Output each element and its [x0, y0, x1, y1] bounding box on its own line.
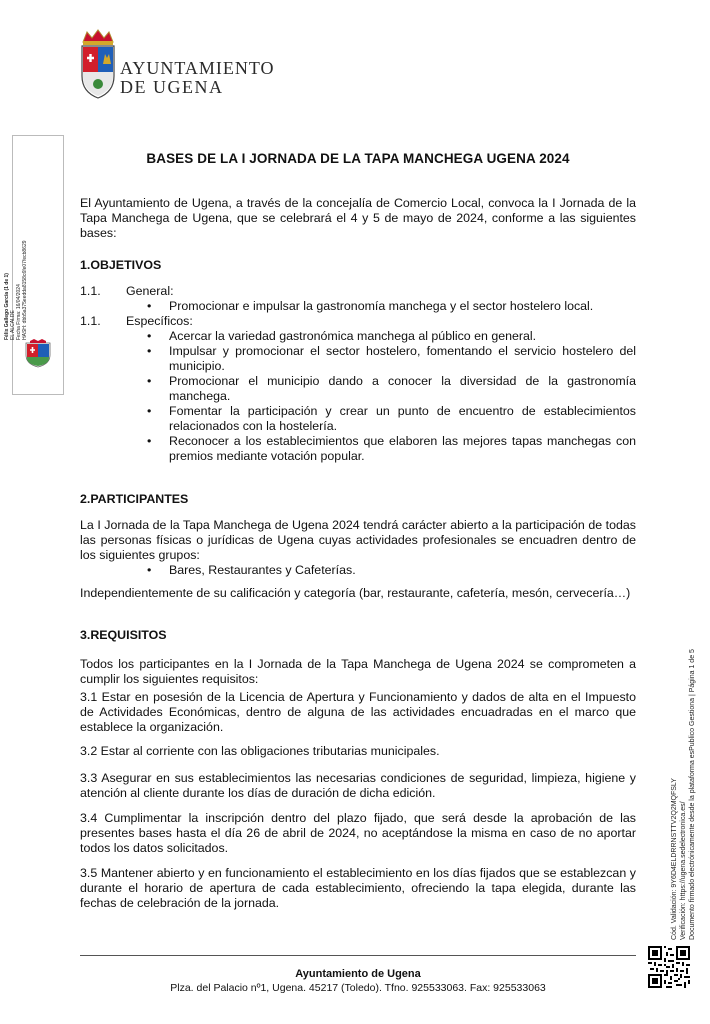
intro-paragraph: El Ayuntamiento de Ugena, a través de la concejalía de Comercio Local, convoca la I Jornada de la Tapa Manchega de Ugena, que se celebrará el 4 y 5 de mayo de 2024, conforme a las siguientes bases: — [80, 196, 636, 240]
footer-address: Plza. del Palacio nº1, Ugena. 45217 (Toledo). Tfno. 925533063. Fax: 925533063 — [170, 982, 546, 994]
platform-note: Documento firmado electrónicamente desde la plataforma esPublico Gestiona | Página 1 de 5 — [689, 649, 696, 940]
section-heading-objetivos: 1.OBJETIVOS — [80, 258, 162, 272]
participants-paragraph: La I Jornada de la Tapa Manchega de Ugena 2024 tendrá carácter abierto a la participación de todas las personas físicas o jurídicas de Ugena cuyas actividades profesionales se encuadren dentro de los siguientes grupos: — [80, 518, 636, 562]
section-heading-participantes: 2.PARTICIPANTES — [80, 492, 189, 506]
objective-number: 1.1. — [80, 284, 101, 298]
list-item: • Promocionar e impulsar la gastronomía manchega y el sector hostelero local. — [169, 299, 636, 314]
qr-code-icon — [648, 946, 690, 988]
logo-text-ayuntamiento: AYUNTAMIENTO — [120, 58, 275, 78]
requirement-3-3: 3.3 Asegurar en sus establecimientos las necesarias condiciones de seguridad, limpieza, higiene y atención al cliente durante los días de duración de dicha edición. — [80, 771, 636, 800]
list-item: • Bares, Restaurantes y Cafeterías. — [169, 563, 636, 578]
requirement-3-1: 3.1 Estar en posesión de la Licencia de Apertura y Funcionamiento y dados de alta en el Impuesto de Actividades Económicas, dentro de alguna de las actividades encuadradas en el marco que establece la organización. — [80, 690, 636, 734]
requirement-3-5: 3.5 Mantener abierto y en funcionamiento el establecimiento en los días fijados que se establezcan y durante el horario de apertura de cada establecimiento, ofreciendo la tapa elegida, durante las fechas de celebración de la jornada. — [80, 866, 636, 910]
signature-hash: HASH: dbb5a375eedda8158c6fe07fecb8629 — [22, 240, 28, 340]
requirement-3-4: 3.4 Cumplimentar la inscripción dentro del plazo fijado, que será desde la aprobación de las presentes bases hasta el día 26 de abril de 2024, no aceptándose la misma en caso de no aportar todos los datos solicitados. — [80, 811, 636, 855]
requirement-3-2: 3.2 Estar al corriente con las obligaciones tributarias municipales. — [80, 744, 440, 758]
list-item: • Reconocer a los establecimientos que elaboren las mejores tapas manchegas con premios mediante votación popular. — [169, 434, 636, 464]
list-item: • Promocionar el municipio dando a conocer la diversidad de la gastronomía manchega. — [169, 374, 636, 404]
list-item: • Fomentar la participación y crear un punto de encuentro de establecimientos relacionados con la hostelería. — [169, 404, 636, 434]
list-item: • Acercar la variedad gastronómica manchega al público en general. — [169, 329, 636, 344]
objective-label: General: — [126, 284, 174, 298]
requirements-intro: Todos los participantes en la I Jornada de la Tapa Manchega de Ugena 2024 se comprometen a cumplir los siguientes requisitos: — [80, 657, 636, 686]
participants-block — [80, 518, 636, 578]
section-heading-requisitos: 3.REQUISITOS — [80, 628, 167, 642]
footer-organization: Ayuntamiento de Ugena — [295, 968, 421, 980]
small-coat-of-arms-icon — [22, 337, 54, 369]
verification-block — [670, 620, 697, 940]
participants-note: Independientemente de su calificación y categoría (bar, restaurante, cafetería, mesón, cervecería…) — [80, 586, 631, 600]
signature-block — [4, 20, 52, 340]
logo-text-de-ugena: DE UGENA — [120, 77, 224, 97]
list-item: • Impulsar y promocionar el sector hostelero, fomentando el servicio hostelero del municipio. — [169, 344, 636, 374]
validation-code: Cód. Validación: 9Y6D4ELDRRNSTTV2Q2MQFSLY — [671, 778, 678, 940]
signer-role: EL ALCALDE — [10, 310, 16, 340]
signature-date: Fecha Firma: 16/04/2024 — [16, 284, 22, 340]
signer-name: Félix Gallego García (1 de 1) — [4, 273, 10, 340]
objective-label: Específicos: — [126, 314, 193, 328]
objective-number: 1.1. — [80, 314, 101, 328]
verification-url: Verificación: https://ugena.sedelectronica.es/ — [680, 801, 687, 940]
document-title: BASES DE LA I JORNADA DE LA TAPA MANCHEGA UGENA 2024 — [146, 151, 570, 166]
objectives-general — [80, 284, 636, 464]
footer-divider — [80, 955, 636, 956]
